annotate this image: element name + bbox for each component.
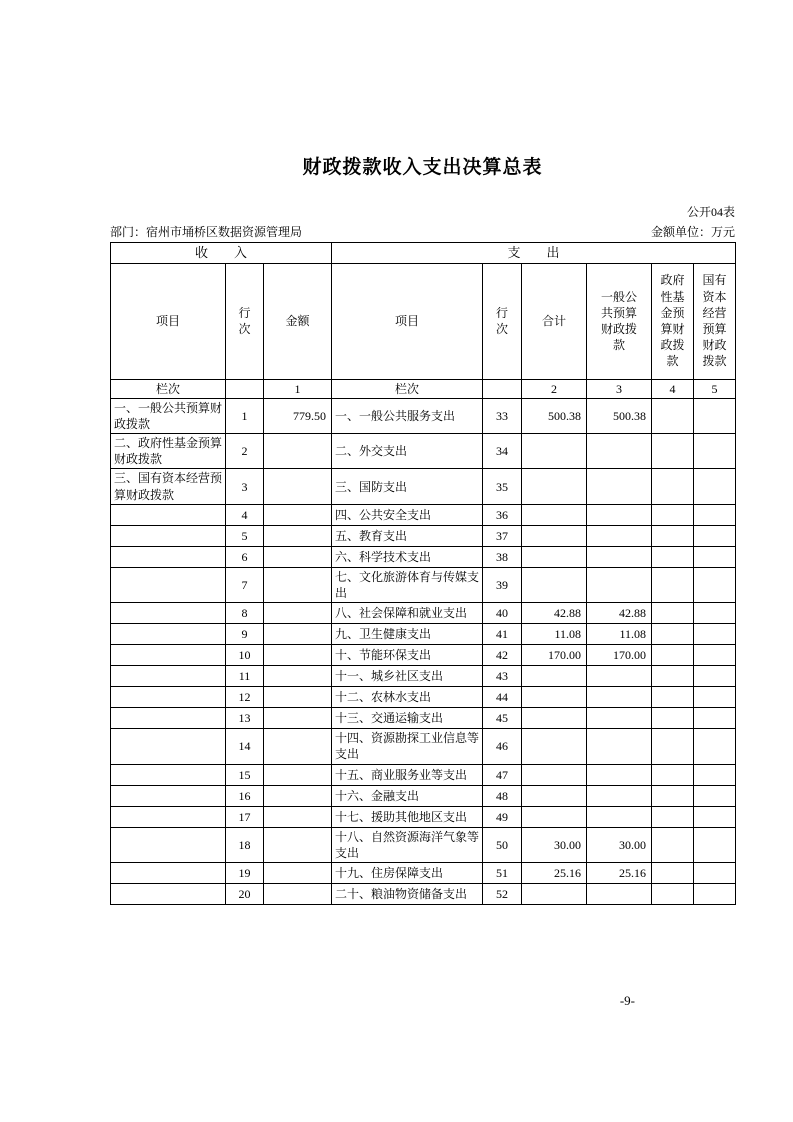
expenditure-capital-cell xyxy=(694,729,736,764)
expenditure-item-cell: 十八、自然资源海洋气象等支出 xyxy=(332,827,483,862)
expenditure-line-cell: 39 xyxy=(483,567,522,602)
revenue-line-cell: 11 xyxy=(226,666,264,687)
expenditure-capital-cell xyxy=(694,687,736,708)
expenditure-capital-cell xyxy=(694,645,736,666)
revenue-item-cell: 一、一般公共预算财政拨款 xyxy=(111,398,226,433)
revenue-amount-cell xyxy=(264,525,332,546)
expenditure-fund-cell xyxy=(652,504,694,525)
table-row xyxy=(111,827,736,862)
expenditure-capital-cell xyxy=(694,469,736,504)
expenditure-total-cell xyxy=(522,687,587,708)
expenditure-fund-cell xyxy=(652,546,694,567)
expenditure-line-cell: 36 xyxy=(483,504,522,525)
expenditure-general-cell xyxy=(587,666,652,687)
revenue-item-cell xyxy=(111,806,226,827)
expenditure-general-cell xyxy=(587,883,652,904)
expenditure-item-cell: 十、节能环保支出 xyxy=(332,645,483,666)
expenditure-capital-cell xyxy=(694,398,736,433)
revenue-amount-cell xyxy=(264,469,332,504)
table-body xyxy=(111,398,736,904)
table-row xyxy=(111,666,736,687)
expenditure-total-cell: 500.38 xyxy=(522,398,587,433)
table-row xyxy=(111,525,736,546)
expenditure-total-cell xyxy=(522,546,587,567)
col-general-budget-label: 一般公共预算财政拨款 xyxy=(600,289,637,353)
expenditure-item-cell: 一、一般公共服务支出 xyxy=(332,398,483,433)
expenditure-item-cell: 十六、金融支出 xyxy=(332,785,483,806)
department-label: 部门：宿州市埇桥区数据资源管理局 xyxy=(110,225,303,239)
expenditure-total-cell: 11.08 xyxy=(522,624,587,645)
index-gov-fund: 4 xyxy=(652,379,694,398)
revenue-line-cell: 6 xyxy=(226,546,264,567)
expenditure-fund-cell xyxy=(652,434,694,469)
expenditure-general-cell xyxy=(587,729,652,764)
index-expenditure-total: 2 xyxy=(522,379,587,398)
revenue-amount-cell xyxy=(264,827,332,862)
revenue-amount-cell xyxy=(264,546,332,567)
table-row xyxy=(111,603,736,624)
index-state-capital: 5 xyxy=(694,379,736,398)
table-row xyxy=(111,567,736,602)
unit-label: 金额单位：万元 xyxy=(650,225,735,239)
fiscal-appropriation-table xyxy=(110,242,736,905)
expenditure-line-cell: 44 xyxy=(483,687,522,708)
expenditure-total-cell xyxy=(522,666,587,687)
expenditure-capital-cell xyxy=(694,525,736,546)
expenditure-total-cell xyxy=(522,469,587,504)
expenditure-line-cell: 40 xyxy=(483,603,522,624)
expenditure-capital-cell xyxy=(694,567,736,602)
expenditure-general-cell xyxy=(587,469,652,504)
expenditure-item-cell: 八、社会保障和就业支出 xyxy=(332,603,483,624)
expenditure-fund-cell xyxy=(652,827,694,862)
index-revenue-line xyxy=(226,379,264,398)
revenue-amount-cell xyxy=(264,883,332,904)
revenue-item-cell xyxy=(111,624,226,645)
expenditure-general-cell: 42.88 xyxy=(587,603,652,624)
revenue-item-cell xyxy=(111,708,226,729)
revenue-item-cell xyxy=(111,645,226,666)
revenue-item-cell xyxy=(111,603,226,624)
revenue-line-cell: 20 xyxy=(226,883,264,904)
expenditure-fund-cell xyxy=(652,398,694,433)
expenditure-line-cell: 35 xyxy=(483,469,522,504)
revenue-line-cell: 1 xyxy=(226,398,264,433)
table-row xyxy=(111,504,736,525)
expenditure-general-cell xyxy=(587,708,652,729)
col-revenue-line xyxy=(226,263,264,379)
revenue-line-cell: 18 xyxy=(226,827,264,862)
col-expenditure-line-label: 行次 xyxy=(495,305,508,337)
revenue-amount-cell xyxy=(264,806,332,827)
table-row xyxy=(111,624,736,645)
expenditure-fund-cell xyxy=(652,729,694,764)
expenditure-section-header: 支 出 xyxy=(332,243,736,264)
expenditure-general-cell: 25.16 xyxy=(587,862,652,883)
table-row xyxy=(111,546,736,567)
expenditure-general-cell: 500.38 xyxy=(587,398,652,433)
expenditure-capital-cell xyxy=(694,883,736,904)
expenditure-fund-cell xyxy=(652,525,694,546)
column-index-row xyxy=(111,379,736,398)
index-expenditure-label: 栏次 xyxy=(332,379,483,398)
revenue-line-cell: 16 xyxy=(226,785,264,806)
expenditure-total-cell xyxy=(522,729,587,764)
expenditure-item-cell: 九、卫生健康支出 xyxy=(332,624,483,645)
expenditure-capital-cell xyxy=(694,603,736,624)
expenditure-line-cell: 41 xyxy=(483,624,522,645)
revenue-line-cell: 14 xyxy=(226,729,264,764)
expenditure-item-cell: 五、教育支出 xyxy=(332,525,483,546)
revenue-item-cell xyxy=(111,862,226,883)
expenditure-total-cell: 30.00 xyxy=(522,827,587,862)
table-row xyxy=(111,806,736,827)
expenditure-fund-cell xyxy=(652,567,694,602)
revenue-item-cell xyxy=(111,525,226,546)
col-state-capital-label: 国有资本经营预算财政拨款 xyxy=(702,273,727,369)
revenue-item-cell xyxy=(111,567,226,602)
expenditure-capital-cell xyxy=(694,434,736,469)
col-revenue-amount: 金额 xyxy=(264,263,332,379)
expenditure-line-cell: 38 xyxy=(483,546,522,567)
col-state-capital xyxy=(694,263,736,379)
expenditure-capital-cell xyxy=(694,785,736,806)
expenditure-capital-cell xyxy=(694,624,736,645)
revenue-amount-cell xyxy=(264,504,332,525)
revenue-item-cell xyxy=(111,687,226,708)
revenue-amount-cell xyxy=(264,624,332,645)
expenditure-fund-cell xyxy=(652,666,694,687)
expenditure-total-cell: 42.88 xyxy=(522,603,587,624)
table-row xyxy=(111,687,736,708)
revenue-item-cell xyxy=(111,827,226,862)
expenditure-capital-cell xyxy=(694,862,736,883)
index-revenue-amount: 1 xyxy=(264,379,332,398)
expenditure-item-cell: 十三、交通运输支出 xyxy=(332,708,483,729)
expenditure-fund-cell xyxy=(652,469,694,504)
col-revenue-item: 项目 xyxy=(111,263,226,379)
expenditure-general-cell xyxy=(587,434,652,469)
revenue-item-cell: 三、国有资本经营预算财政拨款 xyxy=(111,469,226,504)
expenditure-item-cell: 二、外交支出 xyxy=(332,434,483,469)
revenue-line-cell: 19 xyxy=(226,862,264,883)
revenue-amount-cell xyxy=(264,785,332,806)
col-gov-fund xyxy=(652,263,694,379)
revenue-item-cell: 二、政府性基金预算财政拨款 xyxy=(111,434,226,469)
expenditure-general-cell xyxy=(587,764,652,785)
expenditure-capital-cell xyxy=(694,806,736,827)
expenditure-fund-cell xyxy=(652,862,694,883)
expenditure-item-cell: 十四、资源勘探工业信息等支出 xyxy=(332,729,483,764)
expenditure-line-cell: 50 xyxy=(483,827,522,862)
expenditure-line-cell: 49 xyxy=(483,806,522,827)
expenditure-fund-cell xyxy=(652,687,694,708)
expenditure-item-cell: 三、国防支出 xyxy=(332,469,483,504)
revenue-item-cell xyxy=(111,504,226,525)
expenditure-total-cell xyxy=(522,525,587,546)
revenue-item-cell xyxy=(111,785,226,806)
col-gov-fund-label: 政府性基金预算财政拨款 xyxy=(660,273,685,369)
page-title: 财政拨款收入支出决算总表 xyxy=(302,157,543,178)
expenditure-total-cell: 25.16 xyxy=(522,862,587,883)
expenditure-capital-cell xyxy=(694,708,736,729)
index-general-budget: 3 xyxy=(587,379,652,398)
table-row xyxy=(111,883,736,904)
revenue-amount-cell xyxy=(264,862,332,883)
expenditure-item-cell: 十二、农林水支出 xyxy=(332,687,483,708)
revenue-amount-cell xyxy=(264,603,332,624)
expenditure-fund-cell xyxy=(652,764,694,785)
expenditure-line-cell: 46 xyxy=(483,729,522,764)
expenditure-general-cell xyxy=(587,687,652,708)
col-revenue-line-label: 行次 xyxy=(238,305,251,337)
col-general-budget xyxy=(587,263,652,379)
index-expenditure-line xyxy=(483,379,522,398)
expenditure-general-cell xyxy=(587,504,652,525)
expenditure-line-cell: 42 xyxy=(483,645,522,666)
expenditure-capital-cell xyxy=(694,827,736,862)
col-expenditure-total: 合计 xyxy=(522,263,587,379)
expenditure-item-cell: 四、公共安全支出 xyxy=(332,504,483,525)
expenditure-item-cell: 十一、城乡社区支出 xyxy=(332,666,483,687)
revenue-line-cell: 3 xyxy=(226,469,264,504)
expenditure-line-cell: 47 xyxy=(483,764,522,785)
revenue-item-cell xyxy=(111,883,226,904)
expenditure-total-cell xyxy=(522,567,587,602)
col-expenditure-line xyxy=(483,263,522,379)
revenue-line-cell: 13 xyxy=(226,708,264,729)
expenditure-general-cell xyxy=(587,525,652,546)
revenue-line-cell: 9 xyxy=(226,624,264,645)
table-code: 公开04表 xyxy=(686,205,735,219)
expenditure-item-cell: 六、科学技术支出 xyxy=(332,546,483,567)
expenditure-general-cell: 170.00 xyxy=(587,645,652,666)
revenue-amount-cell xyxy=(264,434,332,469)
expenditure-total-cell xyxy=(522,764,587,785)
revenue-line-cell: 7 xyxy=(226,567,264,602)
section-header-row xyxy=(111,243,736,264)
expenditure-line-cell: 43 xyxy=(483,666,522,687)
expenditure-general-cell: 30.00 xyxy=(587,827,652,862)
expenditure-line-cell: 51 xyxy=(483,862,522,883)
expenditure-line-cell: 37 xyxy=(483,525,522,546)
expenditure-fund-cell xyxy=(652,806,694,827)
expenditure-general-cell xyxy=(587,785,652,806)
expenditure-item-cell: 十七、援助其他地区支出 xyxy=(332,806,483,827)
expenditure-capital-cell xyxy=(694,504,736,525)
expenditure-capital-cell xyxy=(694,666,736,687)
expenditure-total-cell xyxy=(522,504,587,525)
revenue-line-cell: 4 xyxy=(226,504,264,525)
expenditure-general-cell xyxy=(587,567,652,602)
expenditure-item-cell: 十五、商业服务业等支出 xyxy=(332,764,483,785)
revenue-line-cell: 15 xyxy=(226,764,264,785)
revenue-item-cell xyxy=(111,729,226,764)
expenditure-general-cell xyxy=(587,806,652,827)
expenditure-fund-cell xyxy=(652,883,694,904)
revenue-amount-cell xyxy=(264,567,332,602)
revenue-amount-cell xyxy=(264,645,332,666)
expenditure-line-cell: 52 xyxy=(483,883,522,904)
table-row xyxy=(111,398,736,433)
expenditure-item-cell: 七、文化旅游体育与传媒支出 xyxy=(332,567,483,602)
expenditure-general-cell xyxy=(587,546,652,567)
table-row xyxy=(111,785,736,806)
expenditure-fund-cell xyxy=(652,603,694,624)
expenditure-line-cell: 48 xyxy=(483,785,522,806)
expenditure-capital-cell xyxy=(694,546,736,567)
revenue-line-cell: 2 xyxy=(226,434,264,469)
revenue-section-header: 收 入 xyxy=(111,243,332,264)
expenditure-fund-cell xyxy=(652,624,694,645)
revenue-line-cell: 5 xyxy=(226,525,264,546)
expenditure-item-cell: 二十、粮油物资储备支出 xyxy=(332,883,483,904)
revenue-line-cell: 12 xyxy=(226,687,264,708)
revenue-amount-cell: 779.50 xyxy=(264,398,332,433)
expenditure-general-cell: 11.08 xyxy=(587,624,652,645)
expenditure-fund-cell xyxy=(652,645,694,666)
expenditure-item-cell: 十九、住房保障支出 xyxy=(332,862,483,883)
revenue-amount-cell xyxy=(264,666,332,687)
table-row xyxy=(111,645,736,666)
revenue-line-cell: 10 xyxy=(226,645,264,666)
revenue-line-cell: 8 xyxy=(226,603,264,624)
expenditure-fund-cell xyxy=(652,708,694,729)
col-expenditure-item: 项目 xyxy=(332,263,483,379)
meta-line xyxy=(110,223,735,242)
table-code-line xyxy=(110,203,735,220)
table-row xyxy=(111,764,736,785)
expenditure-line-cell: 33 xyxy=(483,398,522,433)
table-row xyxy=(111,469,736,504)
table-row xyxy=(111,862,736,883)
expenditure-line-cell: 34 xyxy=(483,434,522,469)
revenue-amount-cell xyxy=(264,708,332,729)
expenditure-capital-cell xyxy=(694,764,736,785)
revenue-item-cell xyxy=(111,546,226,567)
expenditure-total-cell xyxy=(522,785,587,806)
page-number: -9- xyxy=(619,993,635,1008)
document-page xyxy=(110,0,735,1008)
table-row xyxy=(111,729,736,764)
revenue-amount-cell xyxy=(264,764,332,785)
expenditure-total-cell xyxy=(522,434,587,469)
expenditure-total-cell xyxy=(522,883,587,904)
expenditure-total-cell xyxy=(522,806,587,827)
revenue-item-cell xyxy=(111,764,226,785)
expenditure-total-cell xyxy=(522,708,587,729)
revenue-amount-cell xyxy=(264,687,332,708)
table-row xyxy=(111,708,736,729)
expenditure-total-cell: 170.00 xyxy=(522,645,587,666)
revenue-line-cell: 17 xyxy=(226,806,264,827)
revenue-amount-cell xyxy=(264,729,332,764)
expenditure-fund-cell xyxy=(652,785,694,806)
index-revenue-label: 栏次 xyxy=(111,379,226,398)
column-header-row xyxy=(111,263,736,379)
revenue-item-cell xyxy=(111,666,226,687)
expenditure-line-cell: 45 xyxy=(483,708,522,729)
table-row xyxy=(111,434,736,469)
